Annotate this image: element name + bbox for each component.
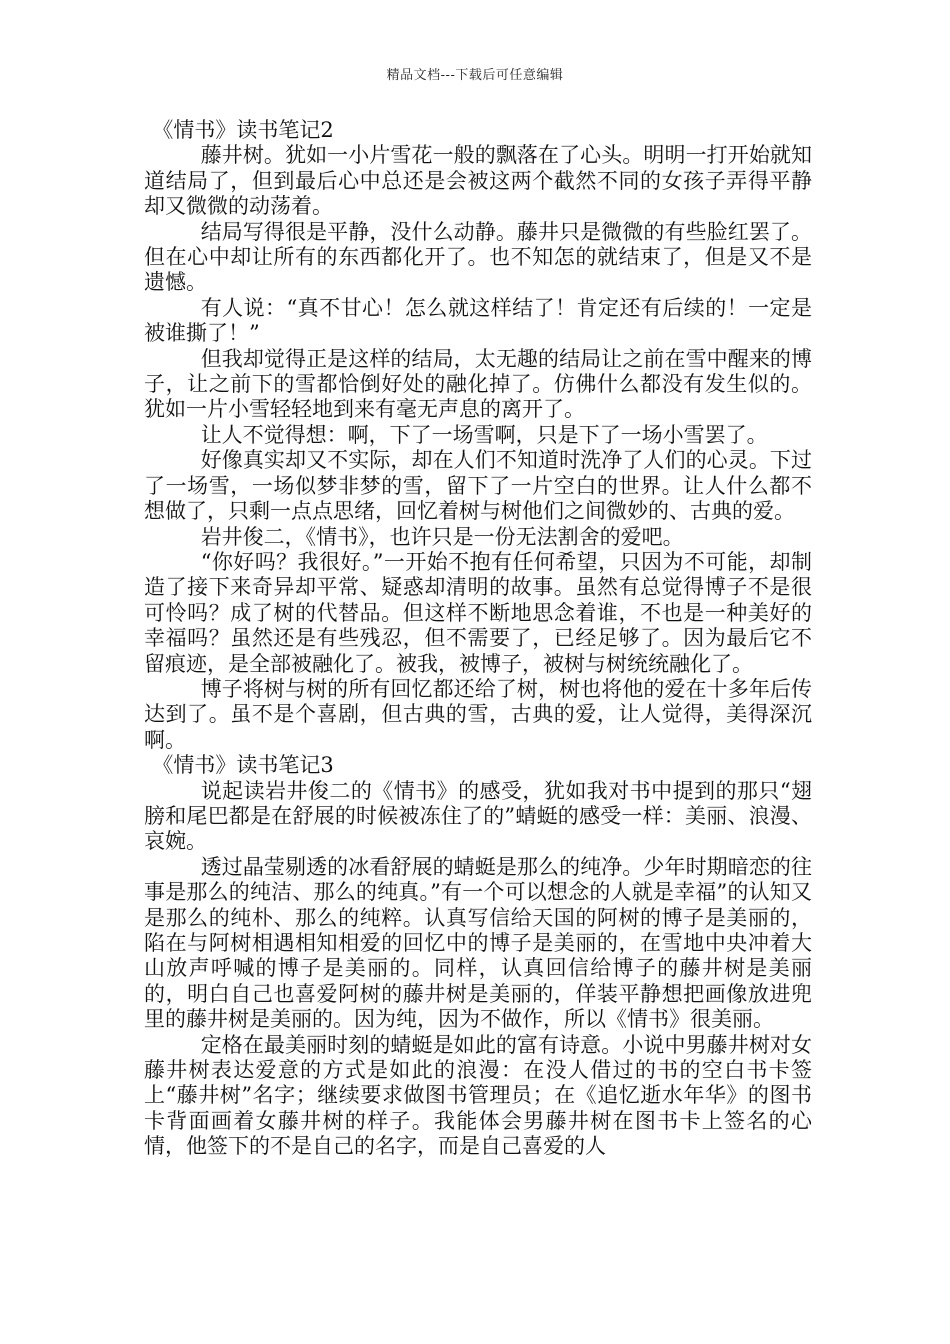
- section-title: 《情书》读书笔记2: [152, 118, 334, 142]
- paragraph: 有人说：“真不甘心！怎么就这样结了！肯定还有后续的！一定是被谁撕了！”: [144, 295, 812, 346]
- paragraph: 好像真实却又不实际，却在人们不知道时洗净了人们的心灵。下过了一场雪，一场似梦非梦的雪，留下了一片空白的世界。让人什么都不想做了，只剩一点点思绪，回忆着树与树他们之间微妙的、古典的爱。: [144, 448, 812, 524]
- paragraph: 透过晶莹剔透的冰看舒展的蜻蜓是那么的纯净。少年时期暗恋的往事是那么的纯洁、那么的纯真。”有一个可以想念的人就是幸福”的认知又是那么的纯朴、那么的纯粹。认真写信给天国的阿树的博子是美丽的，陷在与阿树相遇相知相爱的回忆中的博子是美丽的，在雪地中央冲着大山放声呼喊的博子是美丽的。同样，认真回信给博子的藤井树是美丽的，明白自己也喜爱阿树的藤井树是美丽的，佯装平静想把画像放进兜里的藤井树是美丽的。因为纯，因为不做作，所以《情书》很美丽。: [144, 854, 812, 1032]
- paragraph: “你好吗？我很好。”一开始不抱有任何希望，只因为不可能，却制造了接下来奇异却平常、疑惑却清明的故事。虽然有总觉得博子不是很可怜吗？成了树的代替品。但这样不断地思念着谁，不也是一种美好的幸福吗？虽然还是有些残忍，但不需要了，已经足够了。因为最后它不留痕迹，是全部被融化了。被我，被博子，被树与树统统融化了。: [144, 549, 812, 676]
- paragraph: 定格在最美丽时刻的蜻蜓是如此的富有诗意。小说中男藤井树对女藤井树表达爱意的方式是如此的浪漫：在没人借过的书的空白书卡签上“藤井树”名字；继续要求做图书管理员；在《追忆逝水年华》的图书卡背面画着女藤井树的样子。我能体会男藤井树在图书卡上签名的心情，他签下的不是自己的名字，而是自己喜爱的人: [144, 1032, 812, 1159]
- paragraph: 说起读岩井俊二的《情书》的感受，犹如我对书中提到的那只“翅膀和尾巴都是在舒展的时候被冻住了的”蜻蜓的感受一样：美丽、浪漫、哀婉。: [144, 778, 812, 854]
- paragraph: 结局写得很是平静，没什么动静。藤井只是微微的有些脸红罢了。但在心中却让所有的东西都化开了。也不知怎的就结束了，但是又不是遗憾。: [144, 219, 812, 295]
- paragraph: 岩井俊二，《情书》，也许只是一份无法割舍的爱吧。: [200, 524, 684, 549]
- section-title: 《情书》读书笔记3: [152, 753, 334, 778]
- paragraph: 藤井树。犹如一小片雪花一般的飘落在了心头。明明一打开始就知道结局了，但到最后心中总还是会被这两个截然不同的女孩子弄得平静却又微微的动荡着。: [144, 143, 812, 219]
- paragraph: 博子将树与树的所有回忆都还给了树，树也将他的爱在十多年后传达到了。虽不是个喜剧，但古典的雪，古典的爱，让人觉得，美得深沉啊。: [144, 676, 812, 752]
- paragraph: 让人不觉得想：啊，下了一场雪啊，只是下了一场小雪罢了。: [200, 422, 768, 447]
- page-header: 精品文档---下载后可任意编辑: [386, 68, 564, 83]
- document-body: [144, 118, 812, 1160]
- paragraph: 但我却觉得正是这样的结局，太无趣的结局让之前在雪中醒来的博子，让之前下的雪都恰倒好处的融化掉了。仿佛什么都没有发生似的。犹如一片小雪轻轻地到来有毫无声息的离开了。: [144, 346, 812, 422]
